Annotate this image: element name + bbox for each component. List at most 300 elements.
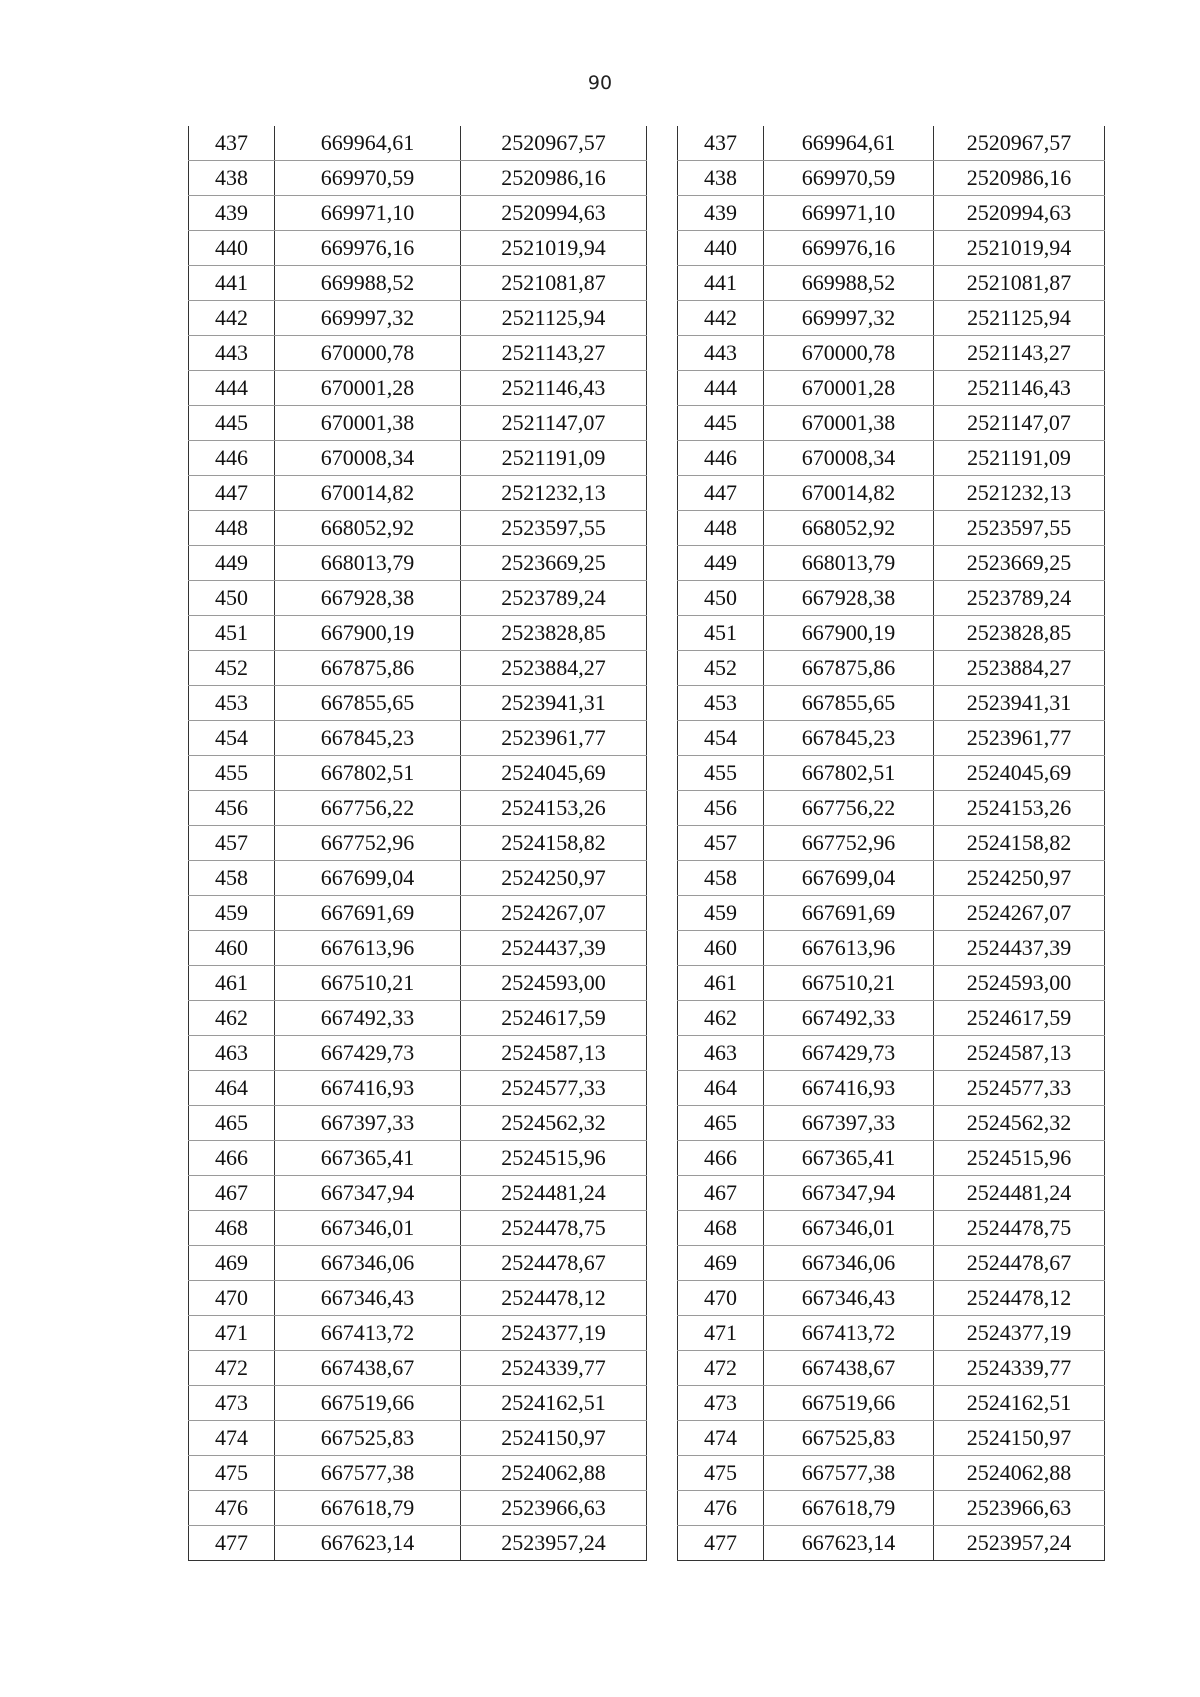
table-row — [678, 931, 1105, 966]
y-coordinate-cell: 2524045,69 — [461, 756, 647, 791]
x-coordinate-cell: 667613,96 — [764, 931, 934, 966]
x-coordinate-cell: 667613,96 — [275, 931, 461, 966]
x-coordinate-cell: 667397,33 — [275, 1106, 461, 1141]
point-number-cell: 442 — [678, 301, 764, 336]
x-coordinate-cell: 667347,94 — [764, 1176, 934, 1211]
x-coordinate-cell: 667752,96 — [275, 826, 461, 861]
table-row — [678, 1386, 1105, 1421]
x-coordinate-cell: 670008,34 — [275, 441, 461, 476]
point-number-cell: 458 — [189, 861, 275, 896]
table-row — [678, 1351, 1105, 1386]
y-coordinate-cell: 2524377,19 — [934, 1316, 1105, 1351]
table-row — [678, 1491, 1105, 1526]
x-coordinate-cell: 668013,79 — [275, 546, 461, 581]
x-coordinate-cell: 667519,66 — [764, 1386, 934, 1421]
table-row — [189, 1386, 647, 1421]
y-coordinate-cell: 2524478,75 — [461, 1211, 647, 1246]
point-number-cell: 461 — [678, 966, 764, 1001]
x-coordinate-cell: 667525,83 — [275, 1421, 461, 1456]
x-coordinate-cell: 667875,86 — [764, 651, 934, 686]
point-number-cell: 470 — [678, 1281, 764, 1316]
point-number-cell: 476 — [189, 1491, 275, 1526]
x-coordinate-cell: 670000,78 — [275, 336, 461, 371]
x-coordinate-cell: 669971,10 — [275, 196, 461, 231]
x-coordinate-cell: 667756,22 — [764, 791, 934, 826]
table-row — [678, 1456, 1105, 1491]
y-coordinate-cell: 2520967,57 — [461, 126, 647, 161]
table-row — [678, 1071, 1105, 1106]
x-coordinate-cell: 667699,04 — [275, 861, 461, 896]
table-row — [189, 231, 647, 266]
table-row — [189, 1071, 647, 1106]
y-coordinate-cell: 2521125,94 — [461, 301, 647, 336]
point-number-cell: 466 — [189, 1141, 275, 1176]
y-coordinate-cell: 2523669,25 — [461, 546, 647, 581]
point-number-cell: 462 — [189, 1001, 275, 1036]
x-coordinate-cell: 669997,32 — [764, 301, 934, 336]
table-row — [189, 1211, 647, 1246]
table-row — [189, 511, 647, 546]
point-number-cell: 472 — [678, 1351, 764, 1386]
x-coordinate-cell: 669997,32 — [275, 301, 461, 336]
point-number-cell: 469 — [678, 1246, 764, 1281]
y-coordinate-cell: 2523966,63 — [461, 1491, 647, 1526]
point-number-cell: 439 — [678, 196, 764, 231]
y-coordinate-cell: 2524339,77 — [461, 1351, 647, 1386]
y-coordinate-cell: 2524515,96 — [934, 1141, 1105, 1176]
x-coordinate-cell: 667618,79 — [764, 1491, 934, 1526]
x-coordinate-cell: 667346,43 — [764, 1281, 934, 1316]
x-coordinate-cell: 668013,79 — [764, 546, 934, 581]
x-coordinate-cell: 670014,82 — [275, 476, 461, 511]
x-coordinate-cell: 667618,79 — [275, 1491, 461, 1526]
x-coordinate-cell: 667623,14 — [764, 1526, 934, 1561]
y-coordinate-cell: 2523669,25 — [934, 546, 1105, 581]
y-coordinate-cell: 2521232,13 — [934, 476, 1105, 511]
point-number-cell: 448 — [189, 511, 275, 546]
x-coordinate-cell: 667416,93 — [275, 1071, 461, 1106]
point-number-cell: 463 — [678, 1036, 764, 1071]
point-number-cell: 468 — [189, 1211, 275, 1246]
point-number-cell: 452 — [189, 651, 275, 686]
point-number-cell: 464 — [678, 1071, 764, 1106]
table-row — [189, 1176, 647, 1211]
table-row — [678, 1036, 1105, 1071]
y-coordinate-cell: 2524577,33 — [461, 1071, 647, 1106]
x-coordinate-cell: 667519,66 — [275, 1386, 461, 1421]
x-coordinate-cell: 667577,38 — [764, 1456, 934, 1491]
x-coordinate-cell: 670000,78 — [764, 336, 934, 371]
point-number-cell: 446 — [189, 441, 275, 476]
y-coordinate-cell: 2524437,39 — [461, 931, 647, 966]
table-row — [678, 756, 1105, 791]
table-row — [678, 791, 1105, 826]
x-coordinate-cell: 670014,82 — [764, 476, 934, 511]
table-row — [678, 196, 1105, 231]
point-number-cell: 446 — [678, 441, 764, 476]
table-row — [189, 651, 647, 686]
coordinates-table-left — [188, 126, 647, 1561]
point-number-cell: 458 — [678, 861, 764, 896]
x-coordinate-cell: 667855,65 — [275, 686, 461, 721]
table-row — [678, 1141, 1105, 1176]
x-coordinate-cell: 667492,33 — [764, 1001, 934, 1036]
point-number-cell: 449 — [189, 546, 275, 581]
y-coordinate-cell: 2523828,85 — [934, 616, 1105, 651]
y-coordinate-cell: 2523828,85 — [461, 616, 647, 651]
point-number-cell: 457 — [678, 826, 764, 861]
point-number-cell: 448 — [678, 511, 764, 546]
x-coordinate-cell: 670001,38 — [764, 406, 934, 441]
y-coordinate-cell: 2524062,88 — [934, 1456, 1105, 1491]
x-coordinate-cell: 668052,92 — [275, 511, 461, 546]
point-number-cell: 465 — [678, 1106, 764, 1141]
y-coordinate-cell: 2521147,07 — [934, 406, 1105, 441]
table-row — [678, 1246, 1105, 1281]
table-row — [189, 966, 647, 1001]
y-coordinate-cell: 2524162,51 — [461, 1386, 647, 1421]
y-coordinate-cell: 2524593,00 — [461, 966, 647, 1001]
point-number-cell: 445 — [678, 406, 764, 441]
x-coordinate-cell: 667416,93 — [764, 1071, 934, 1106]
point-number-cell: 443 — [189, 336, 275, 371]
table-row — [678, 721, 1105, 756]
point-number-cell: 438 — [189, 161, 275, 196]
point-number-cell: 438 — [678, 161, 764, 196]
y-coordinate-cell: 2523941,31 — [934, 686, 1105, 721]
point-number-cell: 457 — [189, 826, 275, 861]
x-coordinate-cell: 668052,92 — [764, 511, 934, 546]
point-number-cell: 447 — [189, 476, 275, 511]
table-row — [678, 1316, 1105, 1351]
y-coordinate-cell: 2524481,24 — [934, 1176, 1105, 1211]
page-number: 90 — [587, 72, 613, 94]
x-coordinate-cell: 667900,19 — [764, 616, 934, 651]
y-coordinate-cell: 2524062,88 — [461, 1456, 647, 1491]
y-coordinate-cell: 2520994,63 — [461, 196, 647, 231]
y-coordinate-cell: 2524150,97 — [461, 1421, 647, 1456]
y-coordinate-cell: 2523597,55 — [461, 511, 647, 546]
point-number-cell: 475 — [189, 1456, 275, 1491]
point-number-cell: 437 — [678, 126, 764, 161]
point-number-cell: 444 — [189, 371, 275, 406]
point-number-cell: 464 — [189, 1071, 275, 1106]
table-row — [678, 476, 1105, 511]
y-coordinate-cell: 2520967,57 — [934, 126, 1105, 161]
point-number-cell: 437 — [189, 126, 275, 161]
table-row — [189, 791, 647, 826]
y-coordinate-cell: 2524162,51 — [934, 1386, 1105, 1421]
point-number-cell: 453 — [189, 686, 275, 721]
table-row — [678, 1526, 1105, 1561]
table-row — [189, 721, 647, 756]
point-number-cell: 476 — [678, 1491, 764, 1526]
table-row — [189, 616, 647, 651]
y-coordinate-cell: 2520986,16 — [934, 161, 1105, 196]
x-coordinate-cell: 667802,51 — [275, 756, 461, 791]
y-coordinate-cell: 2524562,32 — [934, 1106, 1105, 1141]
x-coordinate-cell: 667346,01 — [275, 1211, 461, 1246]
x-coordinate-cell: 667845,23 — [275, 721, 461, 756]
x-coordinate-cell: 669988,52 — [764, 266, 934, 301]
table-row — [678, 826, 1105, 861]
table-row — [678, 616, 1105, 651]
table-row — [678, 686, 1105, 721]
y-coordinate-cell: 2524045,69 — [934, 756, 1105, 791]
table-row — [189, 1526, 647, 1561]
y-coordinate-cell: 2524577,33 — [934, 1071, 1105, 1106]
point-number-cell: 463 — [189, 1036, 275, 1071]
y-coordinate-cell: 2523957,24 — [934, 1526, 1105, 1561]
table-row — [189, 1106, 647, 1141]
y-coordinate-cell: 2524150,97 — [934, 1421, 1105, 1456]
point-number-cell: 473 — [678, 1386, 764, 1421]
x-coordinate-cell: 667365,41 — [275, 1141, 461, 1176]
point-number-cell: 451 — [189, 616, 275, 651]
x-coordinate-cell: 667429,73 — [764, 1036, 934, 1071]
point-number-cell: 454 — [189, 721, 275, 756]
point-number-cell: 440 — [189, 231, 275, 266]
x-coordinate-cell: 667346,01 — [764, 1211, 934, 1246]
y-coordinate-cell: 2524617,59 — [934, 1001, 1105, 1036]
y-coordinate-cell: 2521019,94 — [934, 231, 1105, 266]
table-row — [678, 896, 1105, 931]
table-row — [678, 441, 1105, 476]
y-coordinate-cell: 2524478,12 — [934, 1281, 1105, 1316]
point-number-cell: 474 — [189, 1421, 275, 1456]
table-row — [189, 896, 647, 931]
point-number-cell: 467 — [678, 1176, 764, 1211]
y-coordinate-cell: 2524593,00 — [934, 966, 1105, 1001]
point-number-cell: 472 — [189, 1351, 275, 1386]
point-number-cell: 450 — [678, 581, 764, 616]
y-coordinate-cell: 2520994,63 — [934, 196, 1105, 231]
point-number-cell: 450 — [189, 581, 275, 616]
x-coordinate-cell: 667510,21 — [764, 966, 934, 1001]
point-number-cell: 460 — [678, 931, 764, 966]
table-row — [189, 371, 647, 406]
y-coordinate-cell: 2524437,39 — [934, 931, 1105, 966]
table-row — [678, 1001, 1105, 1036]
y-coordinate-cell: 2524478,67 — [461, 1246, 647, 1281]
y-coordinate-cell: 2521147,07 — [461, 406, 647, 441]
point-number-cell: 455 — [678, 756, 764, 791]
x-coordinate-cell: 667577,38 — [275, 1456, 461, 1491]
point-number-cell: 460 — [189, 931, 275, 966]
table-row — [189, 441, 647, 476]
y-coordinate-cell: 2521081,87 — [461, 266, 647, 301]
x-coordinate-cell: 669964,61 — [764, 126, 934, 161]
table-row — [189, 1141, 647, 1176]
x-coordinate-cell: 669964,61 — [275, 126, 461, 161]
x-coordinate-cell: 667875,86 — [275, 651, 461, 686]
table-row — [678, 511, 1105, 546]
table-row — [678, 546, 1105, 581]
table-row — [189, 161, 647, 196]
x-coordinate-cell: 667413,72 — [275, 1316, 461, 1351]
point-number-cell: 445 — [189, 406, 275, 441]
point-number-cell: 469 — [189, 1246, 275, 1281]
x-coordinate-cell: 667438,67 — [764, 1351, 934, 1386]
y-coordinate-cell: 2521019,94 — [461, 231, 647, 266]
y-coordinate-cell: 2521081,87 — [934, 266, 1105, 301]
x-coordinate-cell: 667346,06 — [764, 1246, 934, 1281]
point-number-cell: 470 — [189, 1281, 275, 1316]
point-number-cell: 455 — [189, 756, 275, 791]
point-number-cell: 453 — [678, 686, 764, 721]
table-row — [189, 196, 647, 231]
table-row — [189, 126, 647, 161]
table-row — [678, 1281, 1105, 1316]
x-coordinate-cell: 670008,34 — [764, 441, 934, 476]
table-row — [678, 371, 1105, 406]
table-row — [189, 476, 647, 511]
table-row — [189, 686, 647, 721]
table-row — [189, 301, 647, 336]
table-row — [189, 1001, 647, 1036]
point-number-cell: 475 — [678, 1456, 764, 1491]
point-number-cell: 449 — [678, 546, 764, 581]
y-coordinate-cell: 2523884,27 — [934, 651, 1105, 686]
point-number-cell: 447 — [678, 476, 764, 511]
point-number-cell: 451 — [678, 616, 764, 651]
x-coordinate-cell: 667752,96 — [764, 826, 934, 861]
y-coordinate-cell: 2521143,27 — [934, 336, 1105, 371]
y-coordinate-cell: 2524158,82 — [934, 826, 1105, 861]
y-coordinate-cell: 2523789,24 — [461, 581, 647, 616]
coordinates-table-right — [677, 126, 1105, 1561]
x-coordinate-cell: 667438,67 — [275, 1351, 461, 1386]
point-number-cell: 459 — [678, 896, 764, 931]
y-coordinate-cell: 2524250,97 — [461, 861, 647, 896]
point-number-cell: 443 — [678, 336, 764, 371]
x-coordinate-cell: 667928,38 — [764, 581, 934, 616]
x-coordinate-cell: 667928,38 — [275, 581, 461, 616]
x-coordinate-cell: 667845,23 — [764, 721, 934, 756]
point-number-cell: 465 — [189, 1106, 275, 1141]
x-coordinate-cell: 667855,65 — [764, 686, 934, 721]
table-row — [189, 1491, 647, 1526]
table-row — [189, 861, 647, 896]
y-coordinate-cell: 2524153,26 — [461, 791, 647, 826]
x-coordinate-cell: 669970,59 — [275, 161, 461, 196]
table-row — [189, 1036, 647, 1071]
x-coordinate-cell: 667802,51 — [764, 756, 934, 791]
table-row — [678, 1421, 1105, 1456]
x-coordinate-cell: 667365,41 — [764, 1141, 934, 1176]
point-number-cell: 468 — [678, 1211, 764, 1246]
table-row — [678, 1176, 1105, 1211]
point-number-cell: 442 — [189, 301, 275, 336]
table-row — [678, 966, 1105, 1001]
y-coordinate-cell: 2524339,77 — [934, 1351, 1105, 1386]
y-coordinate-cell: 2521146,43 — [461, 371, 647, 406]
y-coordinate-cell: 2523884,27 — [461, 651, 647, 686]
y-coordinate-cell: 2523597,55 — [934, 511, 1105, 546]
table-row — [678, 406, 1105, 441]
table-row — [678, 651, 1105, 686]
table-row — [189, 1316, 647, 1351]
table-row — [678, 126, 1105, 161]
point-number-cell: 441 — [678, 266, 764, 301]
y-coordinate-cell: 2521143,27 — [461, 336, 647, 371]
table-row — [189, 546, 647, 581]
x-coordinate-cell: 667492,33 — [275, 1001, 461, 1036]
y-coordinate-cell: 2524481,24 — [461, 1176, 647, 1211]
y-coordinate-cell: 2523966,63 — [934, 1491, 1105, 1526]
table-row — [189, 581, 647, 616]
x-coordinate-cell: 667623,14 — [275, 1526, 461, 1561]
table-row — [189, 1456, 647, 1491]
x-coordinate-cell: 667346,43 — [275, 1281, 461, 1316]
table-row — [189, 756, 647, 791]
x-coordinate-cell: 670001,28 — [275, 371, 461, 406]
x-coordinate-cell: 670001,28 — [764, 371, 934, 406]
point-number-cell: 477 — [189, 1526, 275, 1561]
y-coordinate-cell: 2524478,75 — [934, 1211, 1105, 1246]
point-number-cell: 471 — [678, 1316, 764, 1351]
y-coordinate-cell: 2524478,12 — [461, 1281, 647, 1316]
y-coordinate-cell: 2521191,09 — [934, 441, 1105, 476]
table-row — [189, 1351, 647, 1386]
y-coordinate-cell: 2521232,13 — [461, 476, 647, 511]
x-coordinate-cell: 667525,83 — [764, 1421, 934, 1456]
x-coordinate-cell: 669971,10 — [764, 196, 934, 231]
x-coordinate-cell: 667756,22 — [275, 791, 461, 826]
x-coordinate-cell: 669976,16 — [764, 231, 934, 266]
y-coordinate-cell: 2524267,07 — [934, 896, 1105, 931]
table-row — [189, 931, 647, 966]
table-row — [189, 406, 647, 441]
y-coordinate-cell: 2524267,07 — [461, 896, 647, 931]
table-row — [678, 1211, 1105, 1246]
point-number-cell: 444 — [678, 371, 764, 406]
point-number-cell: 474 — [678, 1421, 764, 1456]
x-coordinate-cell: 667413,72 — [764, 1316, 934, 1351]
point-number-cell: 459 — [189, 896, 275, 931]
y-coordinate-cell: 2523961,77 — [461, 721, 647, 756]
table-row — [189, 336, 647, 371]
table-row — [189, 1421, 647, 1456]
point-number-cell: 473 — [189, 1386, 275, 1421]
y-coordinate-cell: 2520986,16 — [461, 161, 647, 196]
point-number-cell: 461 — [189, 966, 275, 1001]
point-number-cell: 440 — [678, 231, 764, 266]
y-coordinate-cell: 2523961,77 — [934, 721, 1105, 756]
point-number-cell: 471 — [189, 1316, 275, 1351]
table-row — [678, 1106, 1105, 1141]
y-coordinate-cell: 2523789,24 — [934, 581, 1105, 616]
table-row — [189, 826, 647, 861]
point-number-cell: 462 — [678, 1001, 764, 1036]
y-coordinate-cell: 2524250,97 — [934, 861, 1105, 896]
table-row — [189, 266, 647, 301]
y-coordinate-cell: 2524587,13 — [461, 1036, 647, 1071]
x-coordinate-cell: 670001,38 — [275, 406, 461, 441]
x-coordinate-cell: 669988,52 — [275, 266, 461, 301]
point-number-cell: 456 — [678, 791, 764, 826]
table-row — [678, 231, 1105, 266]
point-number-cell: 477 — [678, 1526, 764, 1561]
x-coordinate-cell: 667429,73 — [275, 1036, 461, 1071]
y-coordinate-cell: 2523957,24 — [461, 1526, 647, 1561]
x-coordinate-cell: 667510,21 — [275, 966, 461, 1001]
y-coordinate-cell: 2524515,96 — [461, 1141, 647, 1176]
point-number-cell: 467 — [189, 1176, 275, 1211]
x-coordinate-cell: 669976,16 — [275, 231, 461, 266]
x-coordinate-cell: 667347,94 — [275, 1176, 461, 1211]
y-coordinate-cell: 2524158,82 — [461, 826, 647, 861]
